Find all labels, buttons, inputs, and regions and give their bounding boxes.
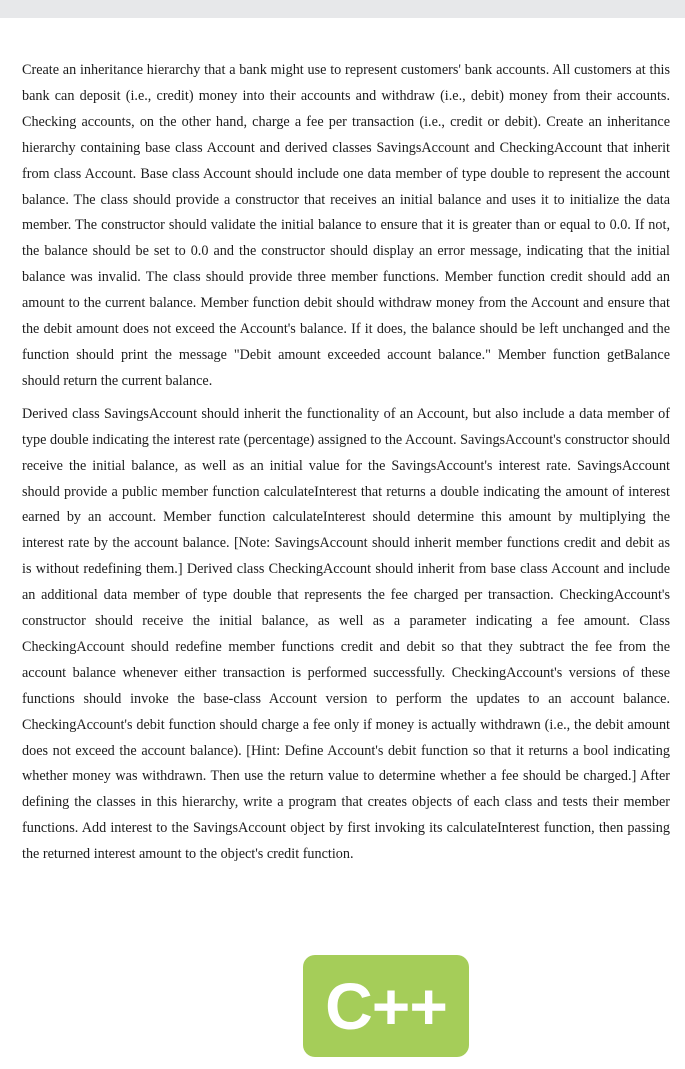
top-bar — [0, 0, 685, 18]
paragraph-1: Create an inheritance hierarchy that a bank might use to represent customers' bank accounts. All customers at this bank can deposit (i.e., credit) money into their accounts and withdraw (i.e., debit) money from their accounts. Checking accounts, on the other hand, charge a fee per transaction (i.e., credit or debit). Create an inheritance hierarchy containing base class Account and derived classes SavingsAccount and CheckingAccount that inherit from class Account. Base class Account should include one data member of type double to represent the account balance. The class should provide a constructor that receives an initial balance and uses it to initialize the data member. The constructor should validate the initial balance to ensure that it is greater than or equal to 0.0. If not, the balance should be set to 0.0 and the constructor should display an error message, indicating that the initial balance was invalid. The class should provide three member functions. Member function credit should add an amount to the current balance. Member function debit should withdraw money from the Account and ensure that the debit amount does not exceed the Account's balance. If it does, the balance should be left unchanged and the function should print the message "Debit amount exceeded account balance." Member function getBalance should return the current balance. — [22, 62, 670, 389]
document-body — [22, 58, 670, 868]
cpp-logo-text: C++ — [325, 969, 447, 1043]
paragraph-2: Derived class SavingsAccount should inherit the functionality of an Account, but also include a data member of type double indicating the interest rate (percentage) assigned to the Account. SavingsAccount's constructor should receive the initial balance, as well as an initial value for the SavingsAccount's interest rate. SavingsAccount should provide a public member function calculateInterest that returns a double indicating the amount of interest earned by an account. Member function calculateInterest should determine this amount by multiplying the interest rate by the account balance. [Note: SavingsAccount should inherit member functions credit and debit as is without redefining them.] Derived class CheckingAccount should inherit from base class Account and include an additional data member of type double that represents the fee charged per transaction. CheckingAccount's constructor should receive the initial balance, as well as a parameter indicating a fee amount. Class CheckingAccount should redefine member functions credit and debit so that they subtract the fee from the account balance whenever either transaction is performed successfully. CheckingAccount's versions of these functions should invoke the base-class Account version to perform the updates to an account balance. CheckingAccount's debit function should charge a fee only if money is actually withdrawn (i.e., the debit amount does not exceed the account balance). [Hint: Define Account's debit function so that it returns a bool indicating whether money was withdrawn. Then use the return value to determine whether a fee should be charged.] After defining the classes in this hierarchy, write a program that creates objects of each class and tests their member functions. Add interest to the SavingsAccount object by first invoking its calculateInterest function, then passing the returned interest amount to the object's credit function. — [22, 405, 670, 863]
cpp-logo — [303, 955, 469, 1057]
